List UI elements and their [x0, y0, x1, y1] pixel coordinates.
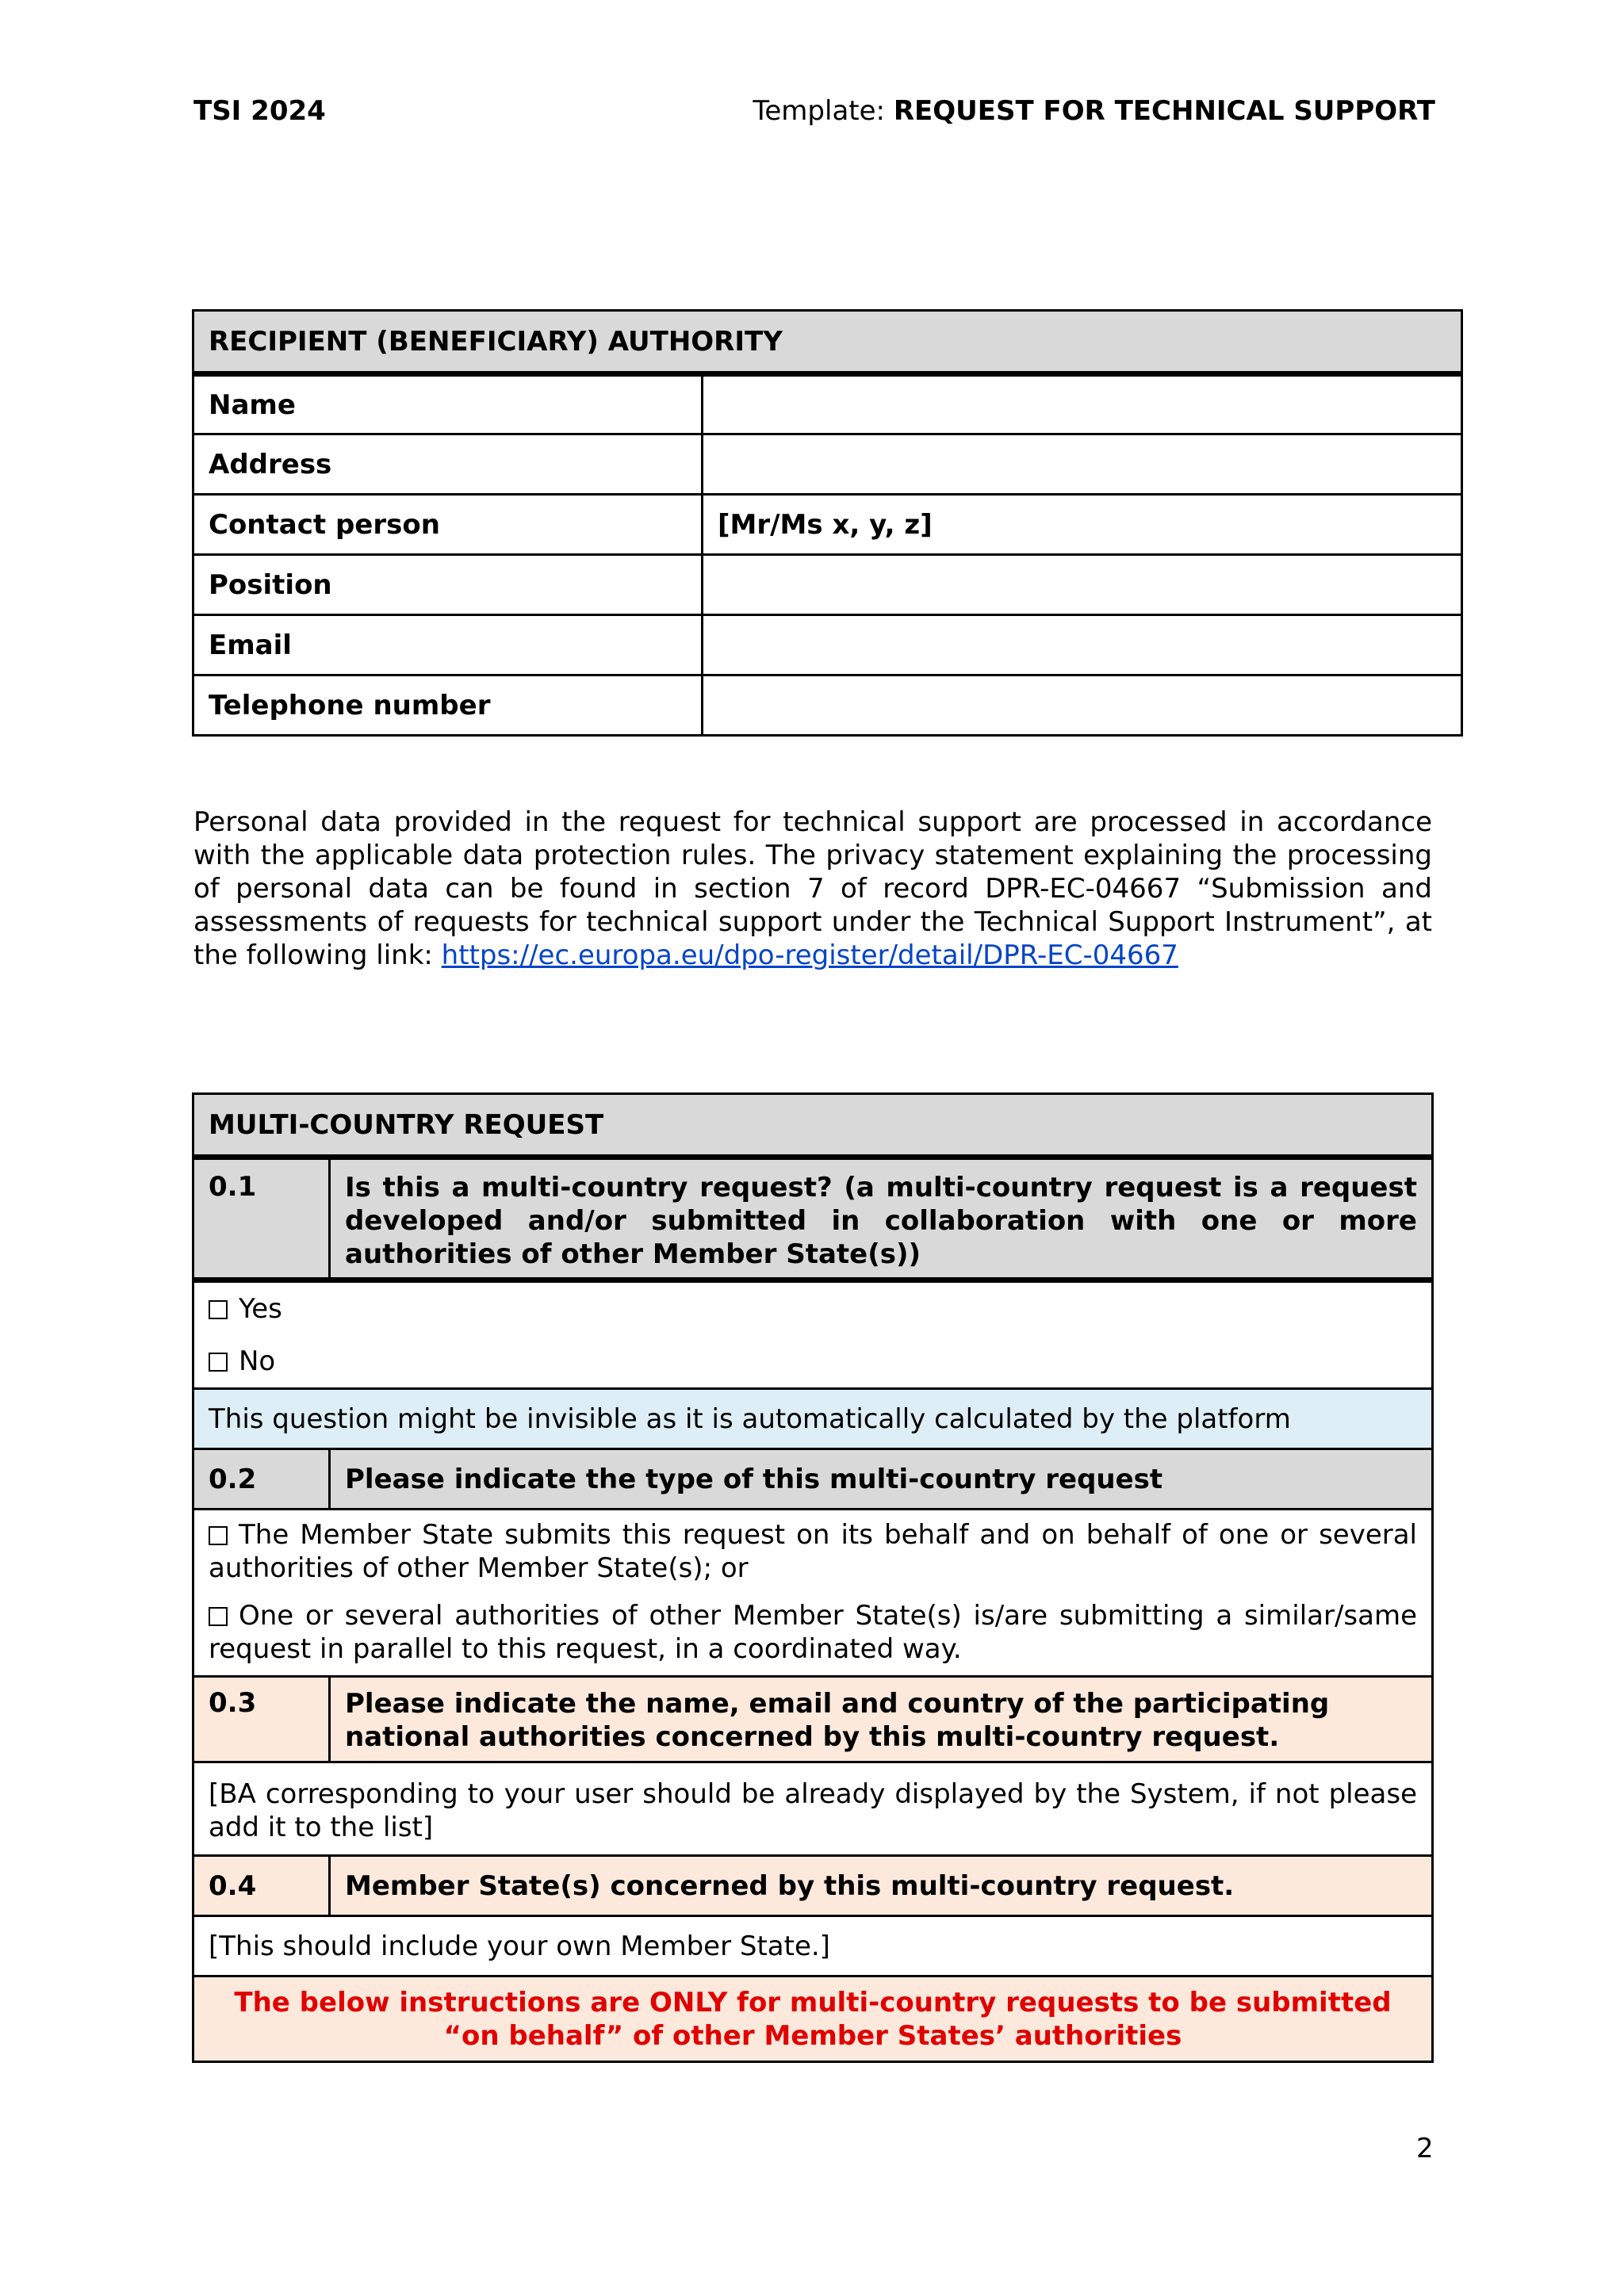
telephone-field[interactable]: [703, 675, 1462, 736]
question-number-0-1: 0.1: [193, 1158, 330, 1280]
multi-country-title: MULTI-COUNTRY REQUEST: [193, 1094, 1433, 1158]
participating-authorities-field[interactable]: [BA corresponding to your user should be already displayed by the System, if not please add it to the list]: [193, 1762, 1433, 1856]
multi-country-table: [192, 1093, 1434, 2063]
address-field[interactable]: [703, 434, 1462, 495]
header-template-name: REQUEST FOR TECHNICAL SUPPORT: [893, 95, 1435, 127]
email-label: Email: [193, 615, 703, 675]
contact-person-label: Contact person: [193, 495, 703, 555]
page-number: 2: [1416, 2133, 1434, 2164]
position-label: Position: [193, 555, 703, 615]
request-type-options: [193, 1510, 1433, 1677]
option-parallel[interactable]: [209, 1599, 1417, 1666]
question-text-0-3: Please indicate the name, email and country of the participating national authorities concerned by this multi-country request.: [330, 1677, 1433, 1762]
privacy-text: Personal data provided in the request for technical support are processed in accordance with the applicable data protection rules. The privacy statement explaining the processing of personal data can be found in section 7 of record DPR-EC-04667 “Submission and assessments of requests for technical support under the Technical Support Instrument”, at the following link:: [193, 806, 1432, 971]
telephone-label: Telephone number: [193, 675, 703, 736]
checkbox-icon[interactable]: [209, 1607, 228, 1626]
question-text-0-2: Please indicate the type of this multi-country request: [330, 1449, 1433, 1510]
privacy-link[interactable]: https://ec.europa.eu/dpo-register/detail/DPR-EC-04667: [441, 939, 1178, 971]
recipient-table-title: RECIPIENT (BENEFICIARY) AUTHORITY: [193, 311, 1462, 374]
member-states-field[interactable]: [This should include your own Member State.]: [193, 1916, 1433, 1976]
option-no[interactable]: [209, 1335, 1417, 1387]
checkbox-icon[interactable]: [209, 1300, 228, 1319]
question-number-0-4: 0.4: [193, 1856, 330, 1916]
contact-person-field[interactable]: [Mr/Ms x, y, z]: [703, 495, 1462, 555]
checkbox-icon[interactable]: [209, 1353, 228, 1372]
option-parallel-label: One or several authorities of other Member State(s) is/are submitting a similar/same request in parallel to this request, in a coordinated way.: [209, 1600, 1417, 1665]
question-text-0-4: Member State(s) concerned by this multi-country request.: [330, 1856, 1433, 1916]
privacy-notice: [193, 806, 1432, 972]
on-behalf-warning: The below instructions are ONLY for multi-country requests to be submitted “on behalf” of other Member States’ authorities: [193, 1976, 1433, 2062]
name-label: Name: [193, 374, 703, 434]
option-on-behalf-label: The Member State submits this request on its behalf and on behalf of one or several authorities of other Member State(s); or: [209, 1519, 1417, 1584]
header-document-id: TSI 2024: [193, 95, 326, 127]
checkbox-icon[interactable]: [209, 1526, 228, 1545]
multi-country-options: [193, 1280, 1433, 1389]
email-field[interactable]: [703, 615, 1462, 675]
name-field[interactable]: [703, 374, 1462, 434]
option-no-label: No: [239, 1345, 276, 1377]
position-field[interactable]: [703, 555, 1462, 615]
header-template-title: [753, 95, 1435, 127]
recipient-authority-table: [192, 309, 1463, 737]
option-yes-label: Yes: [239, 1293, 282, 1325]
option-on-behalf[interactable]: [209, 1518, 1417, 1585]
option-yes[interactable]: [209, 1283, 1417, 1335]
question-number-0-3: 0.3: [193, 1677, 330, 1762]
question-text-0-1: Is this a multi-country request? (a multi-country request is a request developed and/or submitted in collaboration with one or more authorities of other Member State(s)): [330, 1158, 1433, 1280]
auto-calculated-note: This question might be invisible as it is automatically calculated by the platform: [193, 1389, 1433, 1449]
address-label: Address: [193, 434, 703, 495]
question-number-0-2: 0.2: [193, 1449, 330, 1510]
header-template-prefix: Template:: [753, 95, 885, 127]
